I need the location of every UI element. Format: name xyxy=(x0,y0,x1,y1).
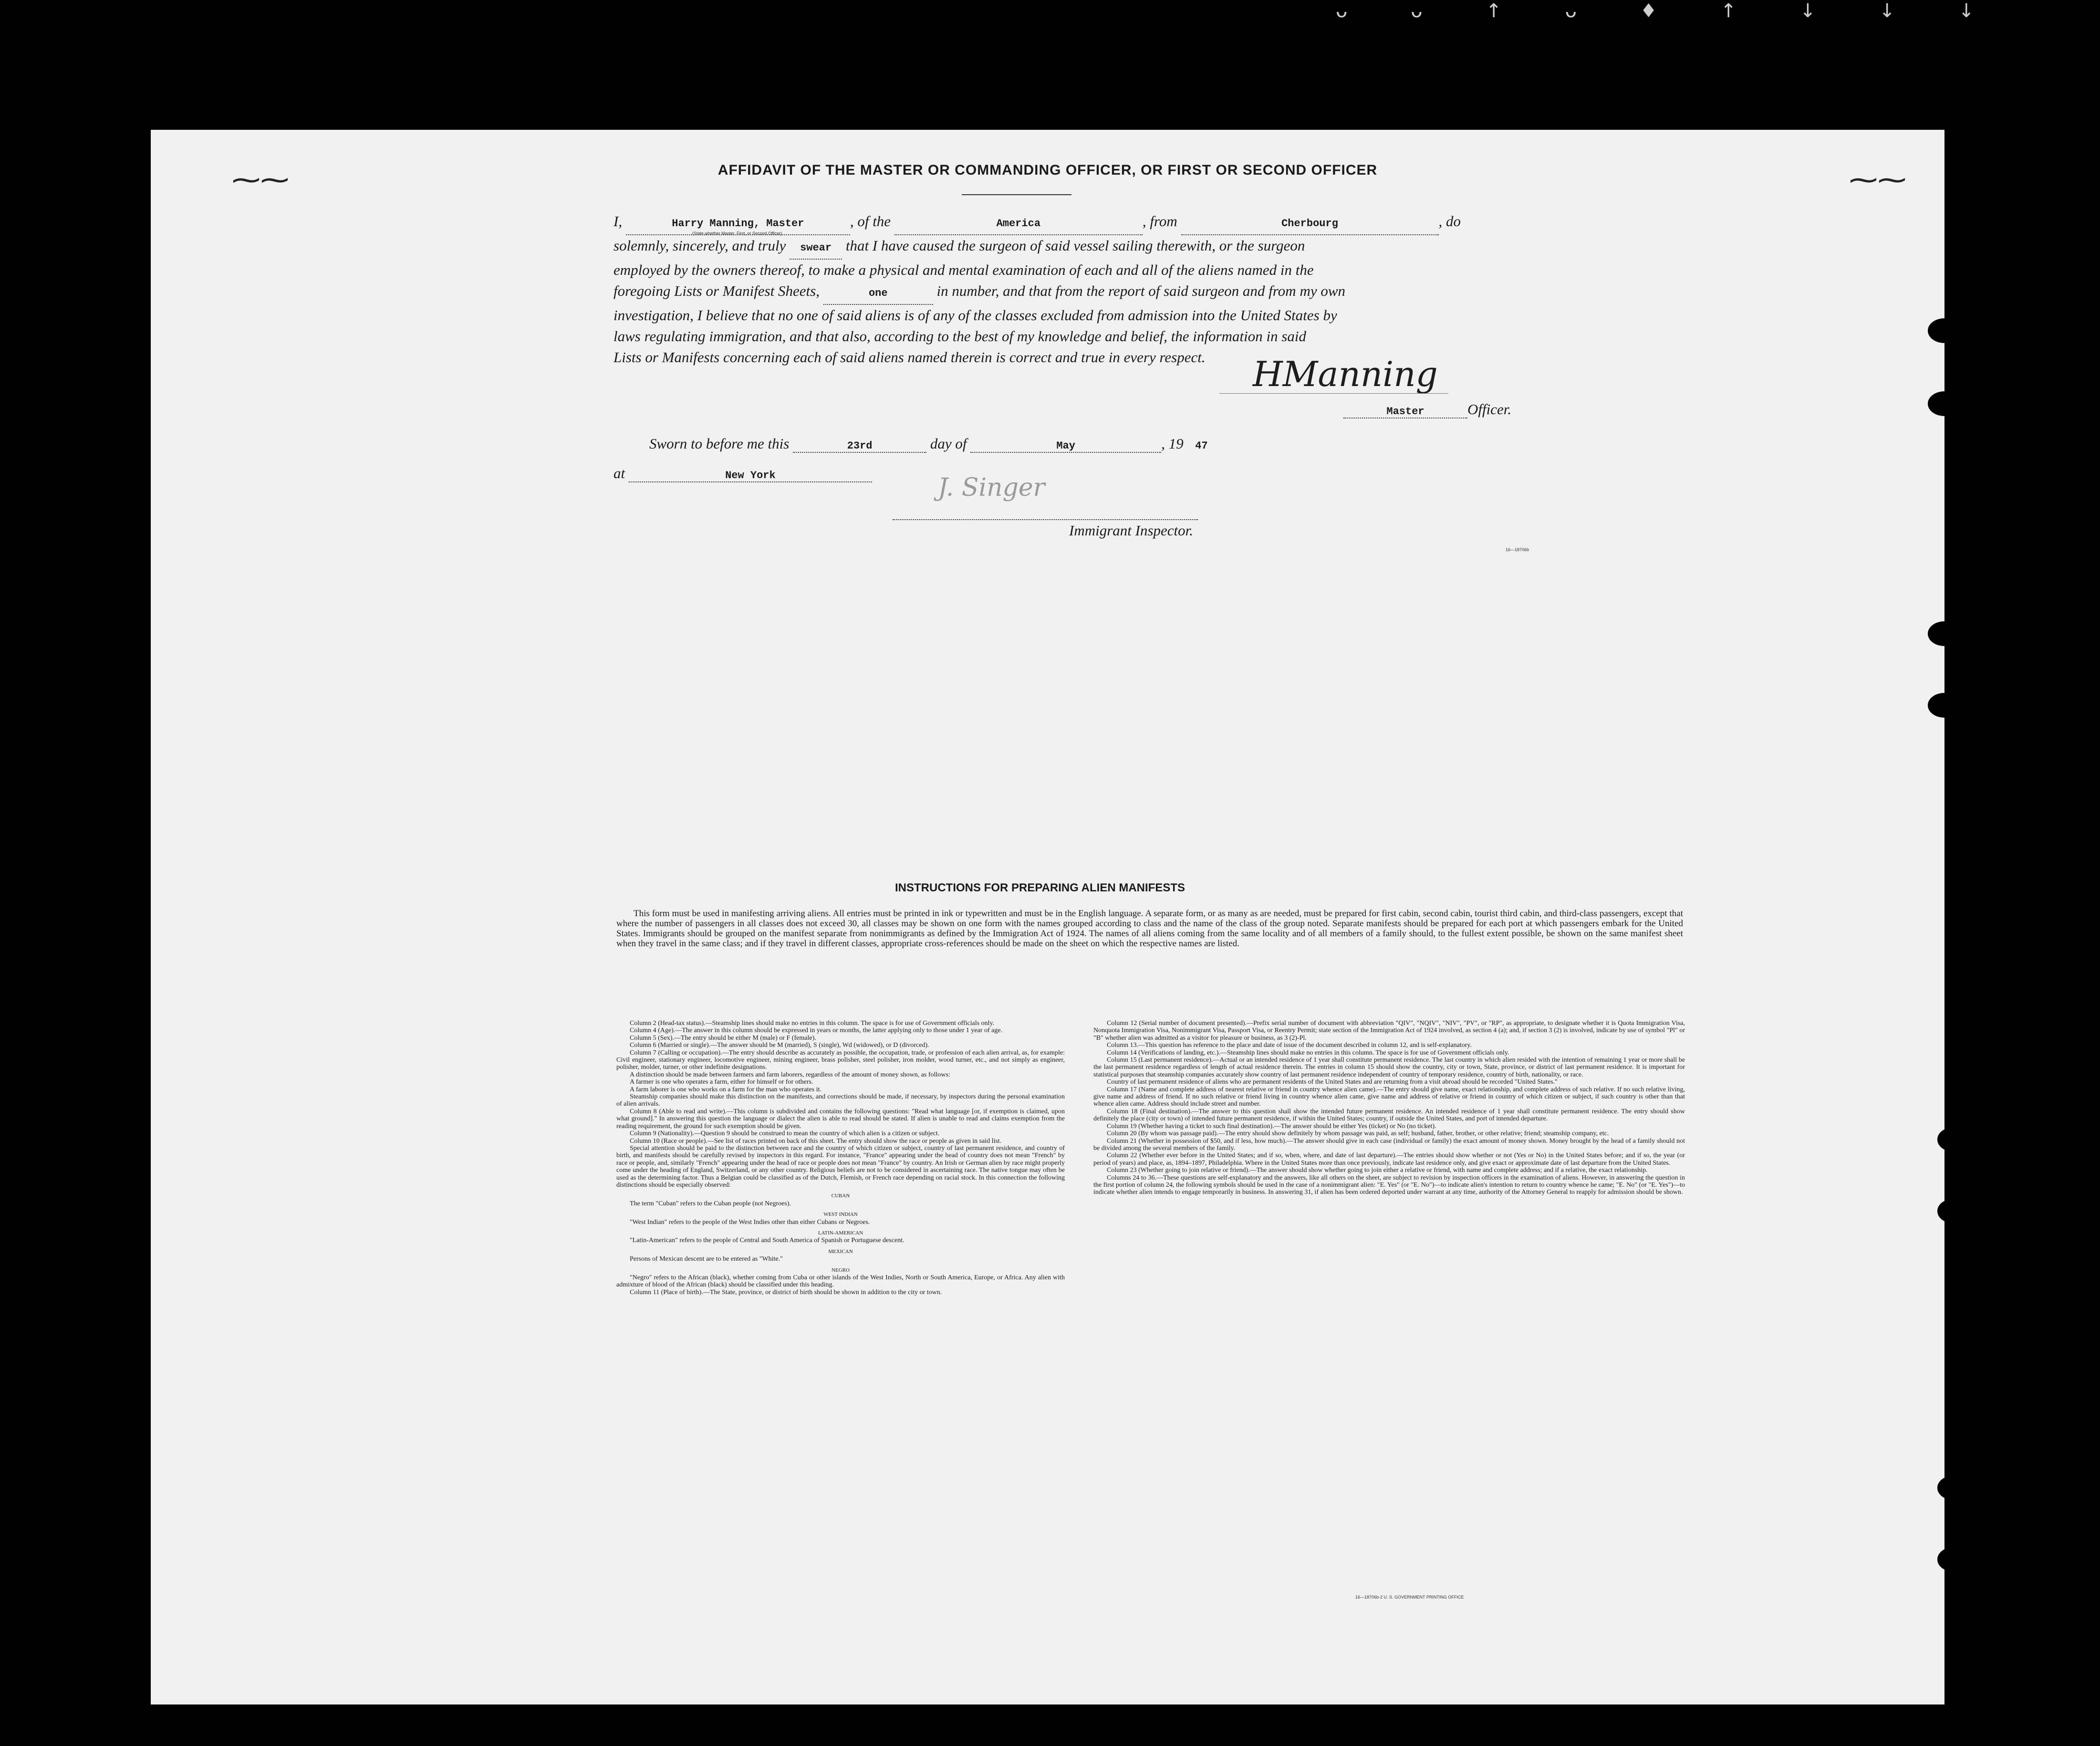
sworn-place-line xyxy=(613,465,872,482)
negro-heading: NEGRO xyxy=(832,1267,850,1273)
instructions-left-column xyxy=(616,1020,1065,1296)
latin-american-text: "Latin-American" refers to the people of Central and South America of Spanish or Portuguese descent. xyxy=(630,1237,904,1244)
cuban-text: The term "Cuban" refers to the Cuban people (not Negroes). xyxy=(630,1200,791,1207)
negro-text: "Negro" refers to the African (black), whether coming from Cuba or other islands of the West Indies, North or South America, Europe, or Africa. Any alien with admixture of blood of the African (black) should be classified under this heading. xyxy=(616,1274,1065,1289)
mexican-heading: MEXICAN xyxy=(828,1248,853,1255)
sworn-month-field: May xyxy=(970,440,1161,453)
top-margin-text: ᴗ ᴗ ↑ ᴗ ♦ ↑ ↓ ↓ ↓ xyxy=(1336,0,2003,22)
i-label: I, xyxy=(613,213,623,230)
instructions-title: INSTRUCTIONS FOR PREPARING ALIEN MANIFESTS xyxy=(895,881,1185,894)
page-mark-right: ⁓⁓ xyxy=(1849,163,1906,197)
left-paragraph: Steamship companies should make this distinction on the manifests, and corrections should be made, if necessary, by inspectors during the personal examination of alien arrivals. xyxy=(616,1093,1065,1108)
punch-hole-4 xyxy=(1928,693,1961,718)
column-11-text: Column 11 (Place of birth).—The State, province, or district of birth should be shown in addition to the city or town. xyxy=(630,1288,942,1296)
punch-hole-2 xyxy=(1928,391,1961,416)
punch-hole-6 xyxy=(1937,1199,1971,1223)
name-hint: (State whether Master, First, or Second Officer) xyxy=(692,231,782,236)
right-paragraph: Column 14 (Verifications of landing, etc.).—Steamship lines should make no entries in this column. The space is for use of Government officials only. xyxy=(1107,1049,1509,1056)
right-paragraph: Column 12 (Serial number of document presented).—Prefix serial number of document with abbreviation "QIV", "NQIV", "NIV", "PV", or "RP", as appropriate, to designate whether it is Quota Immigration Visa, Nonquota Immigration Visa, Nonimmigrant Visa, Passport Visa, or Reentry Permit; state section of the Immigration Act of 1924 involved, as section 4 (a); and, if section 3 (2) is involved, indicate by use of symbol "Pl" or "B" whether alien was admitted as a visitor for pleasure or business, as 3 (2)-Pl. xyxy=(1093,1020,1685,1042)
signature-rule xyxy=(1219,393,1448,394)
document-page xyxy=(151,130,1944,1704)
printing-office-footer: 16—18706b-2 U. S. GOVERNMENT PRINTING OFFICE xyxy=(1355,1595,1464,1600)
affidavit-title: AFFIDAVIT OF THE MASTER OR COMMANDING OFFICER, OR FIRST OR SECOND OFFICER xyxy=(717,162,1378,178)
left-paragraph: Column 7 (Calling or occupation).—The entry should describe as accurately as possible, the occupation, trade, or profession of each alien arrival, as, for example: Civil engineer, stationary engineer, locomotive engineer, mining engineer, brass polisher, steel polisher, iron molder, wood turner, etc., and not simply as engineer, polisher, molder, turner, or other indefinite designations. xyxy=(616,1049,1065,1071)
left-paragraph: Column 6 (Married or single).—The answer should be M (married), S (single), Wd (widowed), or D (divorced). xyxy=(630,1042,929,1049)
officer-rank-line xyxy=(1343,401,1511,418)
affidavit-line-3: employed by the owners thereof, to make a physical and mental examination of each and all of the aliens named in the xyxy=(613,261,1314,278)
sworn-day-field: 23rd xyxy=(793,440,926,453)
left-paragraph: A farm laborer is one who works on a farm for the man who operates it. xyxy=(630,1086,821,1093)
right-paragraph: Column 17 (Name and complete address of nearest relative or friend in country whence alien came).—The entry should give name, exact relationship, and complete address of such relative. If no such relative living, give name and address of friend. If no such relative or friend living in country whence alien came, give name and address of relative or friend in country of which citizen or subject, if such country is other than that whence alien came. Address should include street and number. xyxy=(1093,1086,1685,1108)
inspector-rule xyxy=(893,519,1198,520)
west-indian-text: "West Indian" refers to the people of the West Indies other than either Cubans or Negroes. xyxy=(630,1218,870,1226)
left-paragraph: Column 2 (Head-tax status).—Steamship lines should make no entries in this column. The space is for use of Government officials only. xyxy=(630,1020,995,1027)
right-paragraph: Column 23 (Whether going to join relative or friend).—The answer should show whether going to join either a relative or friend, with name and complete address; and if a relative, the exact relationship. xyxy=(1107,1167,1648,1174)
of-the-label: , of the xyxy=(850,213,891,230)
left-paragraph: Column 9 (Nationality).—Question 9 should be construed to mean the country of which alien is a citizen or subject. xyxy=(630,1130,940,1138)
right-paragraph: Country of last permanent residence of aliens who are permanent residents of the United States and are returning from a visit abroad should be recorded "United States." xyxy=(1107,1078,1558,1086)
affidavit-line-2a: solemnly, sincerely, and truly xyxy=(613,237,786,254)
left-paragraph: A farmer is one who operates a farm, either for himself or for others. xyxy=(630,1078,813,1086)
sworn-line xyxy=(649,435,1216,453)
swear-field: swear xyxy=(790,238,842,260)
officer-label: Officer. xyxy=(1467,401,1512,418)
left-paragraph: Column 4 (Age).—The answer in this column should be expressed in years or months, the latter applying only to those under 1 year of age. xyxy=(630,1027,1003,1035)
instructions-right-column xyxy=(1093,1020,1685,1196)
right-paragraph: Column 22 (Whether ever before in the United States; and if so, when, where, and date of last departure).—The entries should show whether or not (Yes or No) in the United States before; and if so, the year (or period of years) and place, as, 1894–1897, Philadelphia. Where in the United States more than once previously, indicate last residence only, and give exact or approximate date of last departure from the United States. xyxy=(1093,1152,1685,1167)
punch-hole-8 xyxy=(1937,1547,1971,1572)
instructions-intro: This form must be used in manifesting arriving aliens. All entries must be printed in ink or typewritten and must be in the English language. A separate form, or as many as are needed, must be prepared for first cabin, second cabin, tourist third cabin, and third-class passengers, except that where the number of passengers in all classes does not exceed 30, all classes may be shown on one form with the names grouped according to class and the name of the class of the group noted. Separate manifests should be prepared for each port at which passengers embark for the United States. Immigrants should be grouped on the manifest separate from nonimmigrants as defined by the Immigration Act of 1924. The names of all aliens coming from the same locality and of all members of a family should, to the fullest extent possible, be shown on the same manifest sheet when they travel in the same class; and if they travel in different classes, appropriate cross-references should be made on the sheet on which the respective names are listed. xyxy=(616,909,1683,949)
vessel-field: America xyxy=(894,213,1143,235)
year-prefix: , 19 xyxy=(1161,435,1184,452)
right-column-paragraphs xyxy=(1093,1020,1685,1196)
west-indian-heading: WEST INDIAN xyxy=(823,1212,858,1218)
right-paragraph: Column 15 (Last permanent residence).—Actual or an intended residence of 1 year shall constitute permanent residence. The last country in which alien resided with the intention of remaining 1 year or more shall be the last permanent residence regardless of length of actual residence therein. The entries in column 15 should show the country, city or town, State, province, or district of last permanent residence. It is important for statistical purposes that steamship companies accurately show country of last permanent residence independent of country of temporary residence, country of birth, nationality, or race. xyxy=(1093,1056,1685,1078)
inspector-signature: J. Singer xyxy=(938,473,1045,502)
master-signature: HManning xyxy=(1253,354,1438,394)
day-of-label: day of xyxy=(930,435,967,452)
cuban-heading: CUBAN xyxy=(831,1193,850,1199)
affidavit-line-2b: that I have caused the surgeon of said vessel sailing therewith, or the surgeon xyxy=(845,237,1305,254)
affidavit-line-7: Lists or Manifests concerning each of said aliens named therein is correct and true in every respect. xyxy=(613,349,1206,366)
left-paragraph: Column 10 (Race or people).—See list of races printed on back of this sheet. The entry should show the race or people as given in said list. xyxy=(630,1137,1002,1145)
sworn-place-field: New York xyxy=(629,470,872,482)
punch-hole-7 xyxy=(1937,1475,1971,1500)
form-number: 16—18706b xyxy=(1506,547,1529,552)
title-rule xyxy=(962,194,1071,195)
right-paragraph: Column 20 (By whom was passage paid).—The entry should show definitely by whom passage was paid, as self; husband, father, brother, or other relative; friend; steamship company, etc. xyxy=(1107,1130,1609,1138)
left-column-paragraphs xyxy=(616,1020,1065,1189)
affidavit-line-5: investigation, I believe that no one of said aliens is of any of the classes excluded from admission into the United States by xyxy=(613,307,1337,324)
do-label: , do xyxy=(1438,213,1461,230)
from-label: , from xyxy=(1142,213,1177,230)
right-paragraph: Column 21 (Whether in possession of $50, and if less, how much).—The answer should give in each case (individual or family) the exact amount of money shown. Money brought by the head of a family should not be divided among the several members of the family. xyxy=(1093,1137,1685,1152)
latin-american-heading: LATIN-AMERICAN xyxy=(818,1230,863,1236)
affidavit-line-4b: in number, and that from the report of said surgeon and from my own xyxy=(936,282,1346,299)
page-mark-left: ⁓⁓ xyxy=(232,163,289,197)
affidavit-line-6: laws regulating immigration, and that also, according to the best of my knowledge and belief, the information in said xyxy=(613,328,1307,345)
right-paragraph: Column 19 (Whether having a ticket to such final destination).—The answer should be either Yes (ticket) or No (no ticket). xyxy=(1107,1122,1436,1130)
punch-hole-3 xyxy=(1928,621,1961,646)
sworn-year-field: 47 xyxy=(1195,440,1208,452)
right-paragraph: Column 13.—This question has reference to the place and date of issue of the document described in column 12, and is self-explanatory. xyxy=(1107,1042,1472,1049)
at-label: at xyxy=(613,465,625,481)
officer-rank-field: Master xyxy=(1343,406,1467,418)
mexican-text: Persons of Mexican descent are to be entered as "White." xyxy=(630,1255,783,1263)
affidavit-line-4a: foregoing Lists or Manifest Sheets, xyxy=(613,282,820,299)
left-paragraph: Column 8 (Able to read and write).—This column is subdivided and contains the following questions: "Read what language [or, if exemption is claimed, upon what ground]." In answering this question the language or dialect the alien is able to read should be stated. If alien is unable to read and claims exemption from the reading requirement, the ground for such exemption should be given. xyxy=(616,1108,1065,1130)
punch-hole-1 xyxy=(1928,318,1961,343)
right-paragraph: Column 18 (Final destination).—The answer to this question shall show the intended future permanent residence. An intended residence of 1 year shall constitute permanent residence. The entry should show definitely the place (city or town) of intended future permanent residence, if within the United States; country, if outside the United States, and port of intended departure. xyxy=(1093,1108,1685,1123)
left-paragraph: A distinction should be made between farmers and farm laborers, regardless of the amount of money shown, as follows: xyxy=(630,1071,950,1078)
master-name-field: Harry Manning, Master xyxy=(626,213,850,235)
sheet-count-field: one xyxy=(823,283,933,305)
punch-hole-5 xyxy=(1937,1127,1971,1152)
port-field: Cherbourg xyxy=(1181,213,1439,235)
left-paragraph: Special attention should be paid to the distinction between race and the country of which citizen or subject, country of last permanent residence, and country of birth, and manifests should be carefully revised by inspectors in this regard. For instance, "France" appearing under the head of country does not mean "French" by race or people, and, similarly "French" appearing under the head of race or people does not mean "France" by country. An Irish or German alien by race might properly come under the heading of England, Switzerland, or any other country. Religious beliefs are not to be considered in ascertaining race. The native tongue may often be used as the determining factor. Thus a Belgian could be classified as of the Dutch, Flemish, or French race depending on racial stock. In this connection the following distinctions should be especially observed: xyxy=(616,1144,1065,1189)
right-paragraph: Columns 24 to 36.—These questions are self-explanatory and the answers, like all others on the sheet, are subject to revision by inspection officers in the examination of aliens. However, in answering the question in the first portion of column 24, the following symbols should be used in the case of a nonimmigrant alien: "E. Yes" (or "E. No")—to indicate alien's intention to return to country whence he came; "E. No" (or "E. Yes")—to indicate whether alien intends to engage temporarily in business. In answering 31, if alien has been ordered deported under warrant at any time, authority of the Attorney General to reapply for admission should be shown. xyxy=(1093,1174,1685,1196)
sworn-label: Sworn to before me this xyxy=(649,435,790,452)
inspector-label: Immigrant Inspector. xyxy=(1069,522,1194,539)
left-paragraph: Column 5 (Sex).—The entry should be either M (male) or F (female). xyxy=(630,1034,816,1042)
